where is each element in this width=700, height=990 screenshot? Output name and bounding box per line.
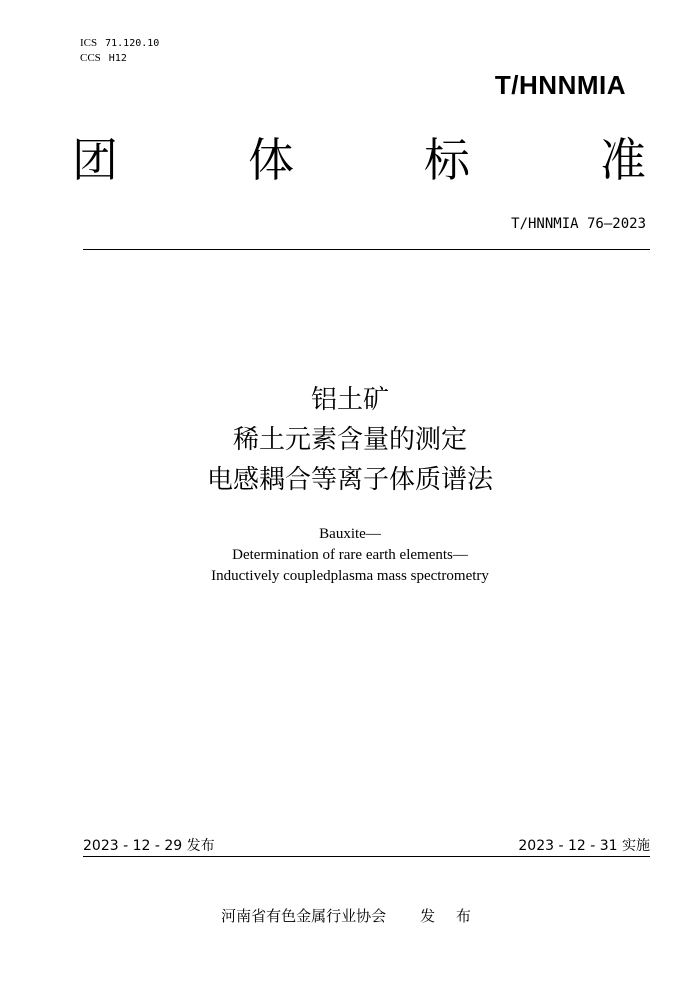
english-title (0, 524, 700, 587)
heading-char: 体 (248, 133, 294, 187)
english-title-line: Determination of rare earth elements— (232, 547, 468, 563)
heading-char: 团 (72, 133, 118, 187)
chinese-title-line: 铝土矿 (310, 385, 389, 415)
ccs-line (80, 51, 159, 66)
english-title-line: Bauxite— (319, 526, 381, 542)
ics-line (80, 36, 159, 51)
issuer-name: 河南省有色金属行业协会 (221, 907, 387, 925)
ccs-label: CCS (80, 52, 101, 64)
standard-code: T/HNNMIA (494, 70, 626, 100)
chinese-title-line: 稀土元素含量的测定 (232, 425, 467, 455)
document-number: T/HNNMIA 76—2023 (511, 216, 646, 232)
ccs-value: H12 (108, 53, 127, 64)
heading-char: 标 (424, 133, 470, 187)
ics-value: 71.120.10 (105, 38, 160, 49)
issuer-action: 发 布 (420, 907, 479, 925)
classification-block (80, 36, 159, 66)
document-type-heading (72, 132, 646, 188)
publish-date: 2023 - 12 - 29 发布 (83, 838, 215, 854)
bottom-divider (83, 856, 650, 857)
ics-label: ICS (80, 37, 98, 49)
english-title-line: Inductively coupledplasma mass spectrometry (211, 568, 489, 584)
chinese-title-line: 电感耦合等离子体质谱法 (206, 465, 493, 495)
heading-char: 准 (600, 133, 646, 187)
implementation-date: 2023 - 12 - 31 实施 (518, 838, 650, 854)
chinese-title (0, 380, 700, 500)
issuer-line (0, 905, 700, 926)
top-divider (83, 249, 650, 250)
